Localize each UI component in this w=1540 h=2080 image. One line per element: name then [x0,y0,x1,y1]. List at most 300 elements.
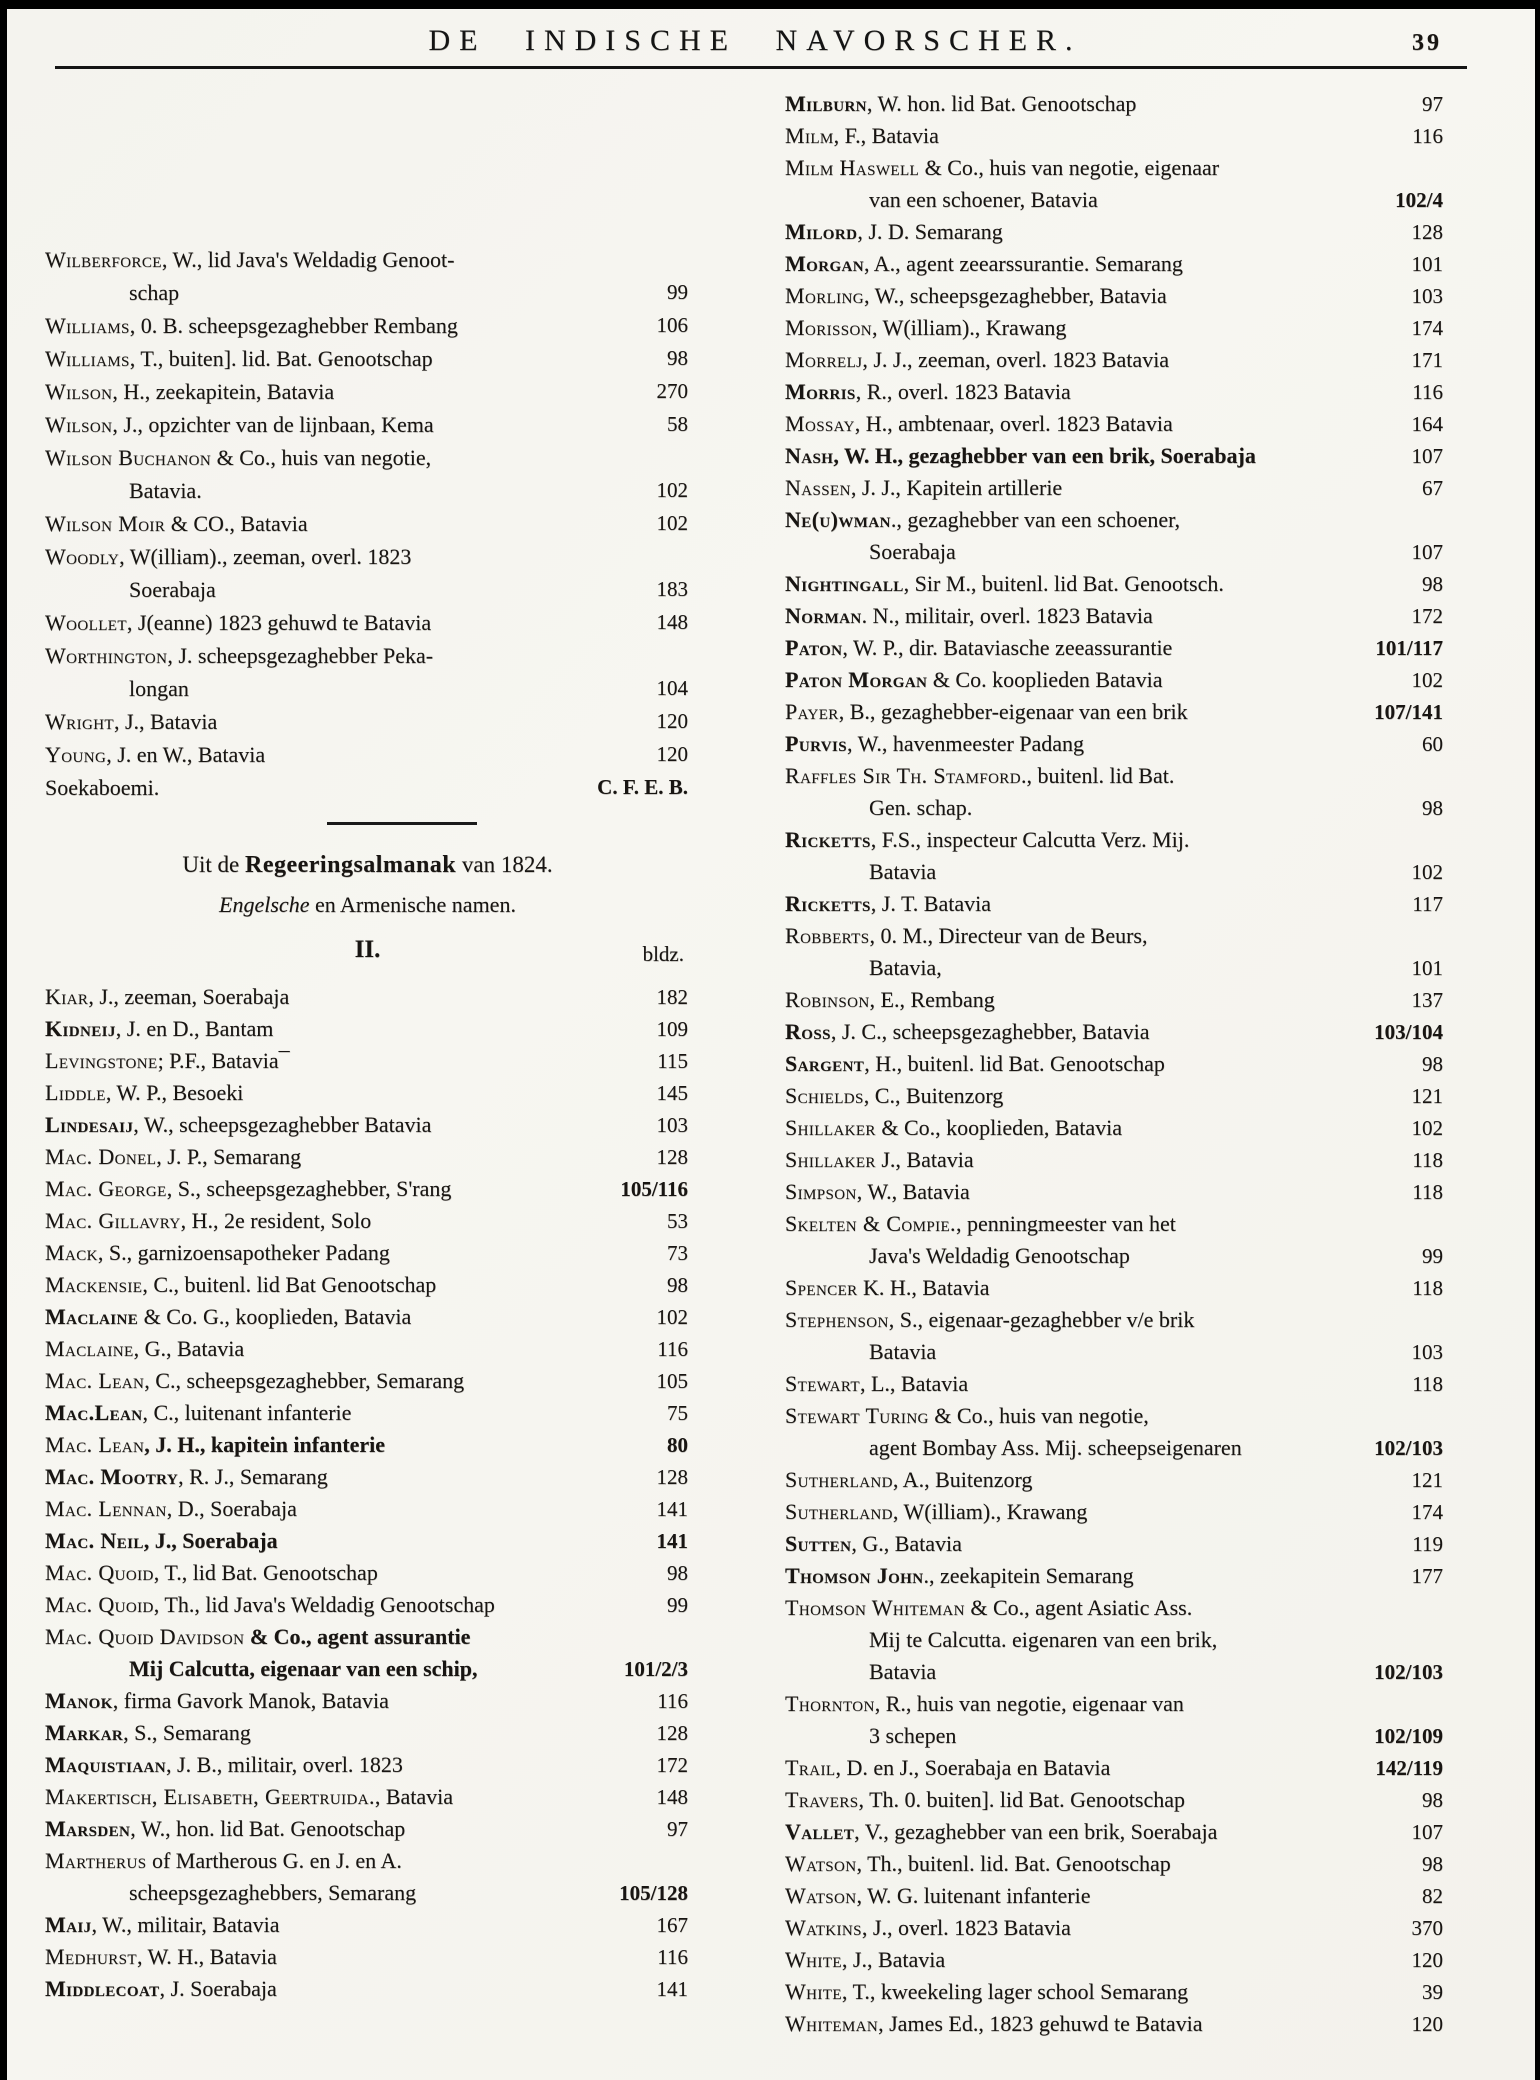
entry-text: ., gezaghebber van een schoener, [890,507,1181,532]
header-rule [55,66,1467,69]
entry-name: Mac. Quoid Davidson [45,1624,245,1649]
entry-page-number: 118 [1412,1276,1443,1300]
entry-name: Sutten [785,1531,852,1556]
entry-page-number: 120 [656,742,688,766]
entry-page-number: 98 [1422,572,1443,596]
index-entry [45,639,690,705]
entry-page-number: 102 [656,478,688,502]
entry-text: , C., luitenant infanterie [142,1400,352,1425]
entry-name: Shillaker [785,1115,876,1140]
index-entry [45,1781,690,1813]
entry-text: & Co., huis van negotie, [211,445,432,470]
index-entry [785,1752,1445,1784]
entry-name: Middlecoat [45,1976,160,2001]
scan-border-left [0,0,7,2080]
index-entry [45,1237,690,1269]
entry-text: , S., Semarang [123,1720,251,1745]
index-entry [45,375,690,408]
entry-text: . N., militair, overl. 1823 Batavia [861,603,1153,628]
index-entry [785,1784,1445,1816]
entry-name: Watkins [785,1915,862,1940]
entry-name: Manok [45,1688,113,1713]
entry-name: Wilberforce [45,247,162,272]
index-entry [45,441,690,507]
entry-page-number: 148 [656,1785,688,1809]
entry-text: , Th., lid Java's Weldadig Genootschap [153,1592,495,1617]
entry-page-number: 99 [1422,1244,1443,1268]
entry-page-number: 107 [1411,1820,1443,1844]
left-column [45,243,690,2005]
entry-continuation: Batavia [869,1659,937,1684]
entry-text: & Co., agent assurantie [244,1624,471,1649]
entry-page-number: 118 [1412,1180,1443,1204]
entry-name: Watson [785,1851,857,1876]
entry-page-number: 117 [1412,892,1443,916]
entry-text: , R. J., Semarang [178,1464,328,1489]
index-entry [785,1464,1445,1496]
entry-name: Wilson [45,412,113,437]
entry-continuation: van een schoener, Batavia [869,187,1098,212]
entry-text: & Co., kooplieden, Batavia [875,1115,1123,1140]
entry-page-number: 116 [657,1337,688,1361]
entry-name: Mossay [785,411,855,436]
entry-name: Ross [785,1019,831,1044]
section-subheading [45,889,690,921]
entry-continuation: Batavia, [869,955,942,980]
entry-name: Woodly [45,544,120,569]
entry-name: Wilson Moir [45,511,166,536]
entry-text: , W. H., gezaghebber van een brik, Soerabaja [833,443,1256,468]
entry-text: , firma Gavork Manok, Batavia [112,1688,389,1713]
index-entry [785,824,1445,888]
entry-page-number: 121 [1411,1468,1443,1492]
entry-name: Travers [785,1787,859,1812]
index-entry [785,1912,1445,1944]
entry-text: ., zeekapitein Semarang [923,1563,1134,1588]
index-entry [45,1173,690,1205]
index-entry [45,1621,690,1685]
entry-name: White [785,1947,842,1972]
entry-page-number: 119 [1412,1532,1443,1556]
entry-page-number: 97 [1422,92,1443,116]
index-entry [45,1397,690,1429]
entry-text: , James Ed., 1823 gehuwd te Batavia [878,2011,1203,2036]
entry-page-number: 120 [1411,2012,1443,2036]
entry-name: Trail [785,1755,836,1780]
entry-name: Mac. Quoid [45,1560,154,1585]
entry-text: , T., buiten]. lid. Bat. Genootschap [129,346,433,371]
entry-name: Robberts [785,923,870,948]
index-entry [45,771,690,804]
index-entry [785,88,1445,120]
entry-name: Stephenson [785,1307,889,1332]
entry-text: , J. D. Semarang [857,219,1003,244]
index-entry [785,504,1445,568]
index-entry [45,738,690,771]
entry-name: Mack [45,1240,98,1265]
entry-text: , W. P., Besoeki [105,1080,244,1105]
index-entry [785,1400,1445,1464]
entry-continuation: Batavia. [129,478,202,503]
entry-name: Sutherland [785,1467,893,1492]
entry-name: Morrelj [785,347,863,372]
index-entry [785,312,1445,344]
entry-page-number: 128 [1411,220,1443,244]
entry-name: Vallet [785,1819,855,1844]
index-entry [45,243,690,309]
index-entry [785,1880,1445,1912]
entry-name: Morisson [785,315,872,340]
entry-text: , L., Batavia [859,1371,969,1396]
index-entry [45,408,690,441]
entry-page-number: 107 [1411,444,1443,468]
index-entry [785,1848,1445,1880]
entry-page-number: 102 [1411,1116,1443,1140]
entry-page-number: 116 [1412,124,1443,148]
entry-page-number: 172 [1411,604,1443,628]
entry-page-number: 182 [656,985,688,1009]
index-entry [785,696,1445,728]
entry-page-number: 99 [667,280,688,304]
index-entry [785,1080,1445,1112]
entry-page-number: 80 [667,1433,688,1457]
entry-name: Ricketts [785,891,871,916]
index-entry [45,1813,690,1845]
right-column [785,88,1445,2040]
entry-page-number: 121 [1411,1084,1443,1108]
entry-page-number: 102 [656,1305,688,1329]
entry-text: & CO., Batavia [165,511,308,536]
entry-page-number: 39 [1422,1980,1443,2004]
entry-page-number: 105 [656,1369,688,1393]
entry-page-number: 167 [656,1913,688,1937]
index-entry [785,632,1445,664]
entry-text: , J. T. Batavia [870,891,991,916]
entry-text: , J. H., kapitein infanterie [144,1432,386,1457]
entry-text: , T., kweekeling lager school Semarang [841,1979,1189,2004]
index-entry [45,309,690,342]
entry-text: , S., scheepsgezaghebber, S'rang [166,1176,452,1201]
entry-text: , W., scheepsgezaghebber Batavia [133,1112,432,1137]
entry-text: , H., zeekapitein, Batavia [112,379,335,404]
entry-text: , J. J., zeeman, overl. 1823 Batavia [862,347,1170,372]
entry-page-number: 101 [1411,956,1443,980]
entry-page-number: 102/109 [1374,1724,1443,1748]
entry-name: Payer [785,699,839,724]
entry-name: Young [45,742,107,767]
entry-name: Maquistiaan [45,1752,167,1777]
index-entry [785,1112,1445,1144]
index-entry [785,1592,1445,1688]
entry-page-number: 141 [656,1529,688,1553]
entry-text: , H., buitenl. lid Bat. Genootschap [864,1051,1165,1076]
entry-name: Mac. Mootry [45,1464,179,1489]
index-entry [785,1176,1445,1208]
entry-name: Mac. Lean [45,1432,145,1457]
entry-text: , 0. B. scheepsgezaghebber Rembang [129,313,458,338]
entry-text: , J. scheepsgezaghebber Peka- [167,643,434,668]
entry-text: , R., overl. 1823 Batavia [855,379,1071,404]
entry-name: Worthington [45,643,168,668]
index-entry [45,1973,690,2005]
entry-text: , H., ambtenaar, overl. 1823 Batavia [854,411,1173,436]
index-entry [45,1525,690,1557]
index-entry [45,1493,690,1525]
entry-text: J., Batavia [875,1147,974,1172]
section-heading-post: van 1824. [456,852,553,877]
entry-text: , J. en W., Batavia [106,742,266,767]
page-title: DE INDISCHE NAVORSCHER. [428,24,1082,57]
index-entry [45,1589,690,1621]
entry-text: & Co., huis van negotie, [928,1403,1149,1428]
entry-text: , J. P., Semarang [156,1144,302,1169]
index-entry [785,568,1445,600]
index-entry [45,1077,690,1109]
entry-text: , W(illiam)., Krawang [871,315,1067,340]
entry-name: Levingstone [45,1048,158,1073]
entry-page-number: 75 [667,1401,688,1425]
entry-text: & Co. G., kooplieden, Batavia [138,1304,412,1329]
entry-page-number: 171 [1411,348,1443,372]
entry-page-number: 116 [657,1945,688,1969]
index-entry [45,1333,690,1365]
index-entry [45,1941,690,1973]
entry-text: , D., Soerabaja [166,1496,297,1521]
entry-page-number: 145 [656,1081,688,1105]
entry-page-number: 98 [1422,1052,1443,1076]
entry-page-number: 103 [1411,1340,1443,1364]
entry-page-number: 101/2/3 [623,1657,688,1681]
entry-name: Nassen [785,475,851,500]
entry-page-number: 177 [1411,1564,1443,1588]
entry-name: Shillaker [785,1147,876,1172]
entry-name: Kiar [45,984,89,1009]
entry-page-number: 183 [656,577,688,601]
left-top-entries [45,243,690,804]
entry-page-number: 73 [667,1241,688,1265]
entry-page-number: 98 [1422,1788,1443,1812]
entry-name: Williams [45,313,130,338]
entry-name: Williams [45,346,130,371]
entry-name: Mac. Quoid [45,1592,154,1617]
part-label: II. [354,936,381,963]
scan-border-top [0,0,1540,9]
index-entry [785,1496,1445,1528]
entry-text: Soekaboemi. [45,775,160,800]
index-entry [45,1557,690,1589]
entry-page-number: 172 [656,1753,688,1777]
entry-name: Thomson John [785,1563,924,1588]
entry-text: K. H., Batavia [857,1275,990,1300]
entry-name: Maclaine [45,1336,134,1361]
entry-page-number: 97 [667,1817,688,1841]
entry-text: , W. hon. lid Bat. Genootschap [866,91,1137,116]
entry-text: , W., lid Java's Weldadig Genoot- [161,247,455,272]
index-entry [785,920,1445,984]
entry-continuation: schap [129,280,180,305]
entry-name: Raffles Sir Th. Stamford [785,763,1021,788]
index-entry [45,1685,690,1717]
index-entry [45,1045,690,1077]
entry-page-number: 148 [656,610,688,634]
entry-text: , J., opzichter van de lijnbaan, Kema [112,412,434,437]
entry-page-number: 102/103 [1374,1436,1443,1460]
index-entry [785,1016,1445,1048]
entry-name: Robinson [785,987,870,1012]
scan-border-right [1535,0,1540,2080]
entry-page-number: 98 [667,346,688,370]
entry-page-number: 128 [656,1145,688,1169]
entry-page-number: 103 [1411,284,1443,308]
entry-name: Woollet [45,610,127,635]
entry-name: Stewart Turing [785,1403,929,1428]
entry-name: Makertisch, Elisabeth, Geertruida. [45,1784,375,1809]
index-entry [45,342,690,375]
entry-name: Skelten & Compie. [785,1211,956,1236]
index-entry [45,1205,690,1237]
entry-text: , 0. M., Directeur van de Beurs, [869,923,1148,948]
entry-name: Maij [45,1912,92,1937]
entry-text: & Co. kooplieden Batavia [927,667,1163,692]
entry-page-number: 105/128 [619,1881,688,1905]
index-entry [785,2008,1445,2040]
entry-page-number: 120 [1411,1948,1443,1972]
entry-name: Milm [785,123,834,148]
index-entry [785,984,1445,1016]
index-entry [785,152,1445,216]
entry-page-number: C. F. E. B. [597,775,688,799]
index-entry [785,1304,1445,1368]
entry-name: Milord [785,219,858,244]
entry-name: Whiteman [785,2011,879,2036]
entry-continuation: Mij Calcutta, eigenaar van een schip, [129,1656,478,1681]
entry-name: Ne(u)wman [785,507,891,532]
index-entry [785,1048,1445,1080]
entry-continuation: agent Bombay Ass. Mij. scheepseigenaren [869,1435,1242,1460]
entry-page-number: 60 [1422,732,1443,756]
entry-page-number: 98 [1422,1852,1443,1876]
entry-page-number: 142/119 [1375,1756,1443,1780]
entry-text: , S., eigenaar-gezaghebber v/e brik [888,1307,1195,1332]
entry-name: Nash [785,443,834,468]
entry-text: , W., havenmeester Padang [847,731,1085,756]
entry-page-number: 141 [656,1977,688,2001]
section-divider [327,822,477,825]
index-entry [785,1208,1445,1272]
entry-text: , W. H., Batavia [136,1944,277,1969]
entry-name: Mac. Gillavry [45,1208,181,1233]
entry-text: , penningmeester van het [955,1211,1176,1236]
entry-continuation: longan [129,676,189,701]
entry-text: , J., Batavia [841,1947,946,1972]
entry-page-number: 128 [656,1721,688,1745]
section-heading [45,849,690,881]
entry-name: Milm Haswell [785,155,920,180]
index-entry [785,1816,1445,1848]
entry-name: Spencer [785,1275,858,1300]
entry-text: , Batavia [374,1784,454,1809]
index-entry [785,1272,1445,1304]
entry-text: , S., garnizoensapotheker Padang [97,1240,390,1265]
index-entry [45,1429,690,1461]
entry-page-number: 102 [656,511,688,535]
entry-continuation: Gen. schap. [869,795,973,820]
index-entry [45,1749,690,1781]
index-entry [785,888,1445,920]
entry-page-number: 128 [656,1465,688,1489]
index-entry [45,507,690,540]
entry-page-number: 102/103 [1374,1660,1443,1684]
entry-page-number: 116 [1412,380,1443,404]
index-entry [785,216,1445,248]
entry-name: Wright [45,709,114,734]
entry-text: , C., scheepsgezaghebber, Semarang [144,1368,465,1393]
entry-text: , R., huis van negotie, eigenaar van [874,1691,1184,1716]
entry-text: , W., scheepsgezaghebber, Batavia [864,283,1167,308]
entry-continuation: Batavia [869,1339,937,1364]
entry-page-number: 118 [1412,1148,1443,1172]
entry-page-number: 106 [656,313,688,337]
left-entry-list [45,981,690,2005]
entry-text: , J., Soerabaja [143,1528,278,1553]
entry-text: , H., 2e resident, Solo [180,1208,372,1233]
entry-page-number: 115 [657,1049,688,1073]
entry-page-number: 103 [656,1113,688,1137]
entry-continuation: Soerabaja [129,577,216,602]
entry-page-number: 107/141 [1374,700,1443,724]
index-entry [45,540,690,606]
entry-text: , Th. 0. buiten]. lid Bat. Genootschap [858,1787,1185,1812]
entry-name: Paton [785,635,843,660]
entry-text: ., buitenl. lid Bat. [1020,763,1175,788]
entry-name: Milburn [785,91,867,116]
index-entry [785,440,1445,472]
index-entry [785,408,1445,440]
entry-text: , W(illiam)., zeeman, overl. 1823 [119,544,412,569]
index-entry [45,1141,690,1173]
entry-page-number: 101/117 [1375,636,1443,660]
entry-page-number: 102/4 [1395,188,1443,212]
entry-text: , J. en D., Bantam [115,1016,274,1041]
index-entry [45,1717,690,1749]
entry-text: of Martherous G. en J. en A. [146,1848,402,1873]
entry-name: Stewart [785,1371,860,1396]
index-entry [785,1944,1445,1976]
entry-page-number: 98 [667,1273,688,1297]
entry-page-number: 120 [656,709,688,733]
entry-text: , Sir M., buitenl. lid Bat. Genootsch. [903,571,1224,596]
entry-page-number: 104 [656,676,688,700]
entry-page-number: 102 [1411,668,1443,692]
index-entry [45,1269,690,1301]
entry-name: Ricketts [785,827,871,852]
entry-text: , F.S., inspecteur Calcutta Verz. Mij. [870,827,1190,852]
index-entry [45,1013,690,1045]
entry-continuation: Java's Weldadig Genootschap [869,1243,1130,1268]
index-entry [45,705,690,738]
index-entry [45,1461,690,1493]
section-heading-bold: Regeeringsalmanak [244,852,457,878]
entry-name: Nightingall [785,571,904,596]
entry-text: , C., buitenl. lid Bat Genootschap [142,1272,437,1297]
index-entry [45,1109,690,1141]
index-entry [785,600,1445,632]
entry-name: Mackensie [45,1272,143,1297]
index-entry [785,248,1445,280]
entry-page-number: 116 [657,1689,688,1713]
entry-text: , B., gezaghebber-eigenaar van een brik [838,699,1188,724]
entry-name: Sutherland [785,1499,893,1524]
